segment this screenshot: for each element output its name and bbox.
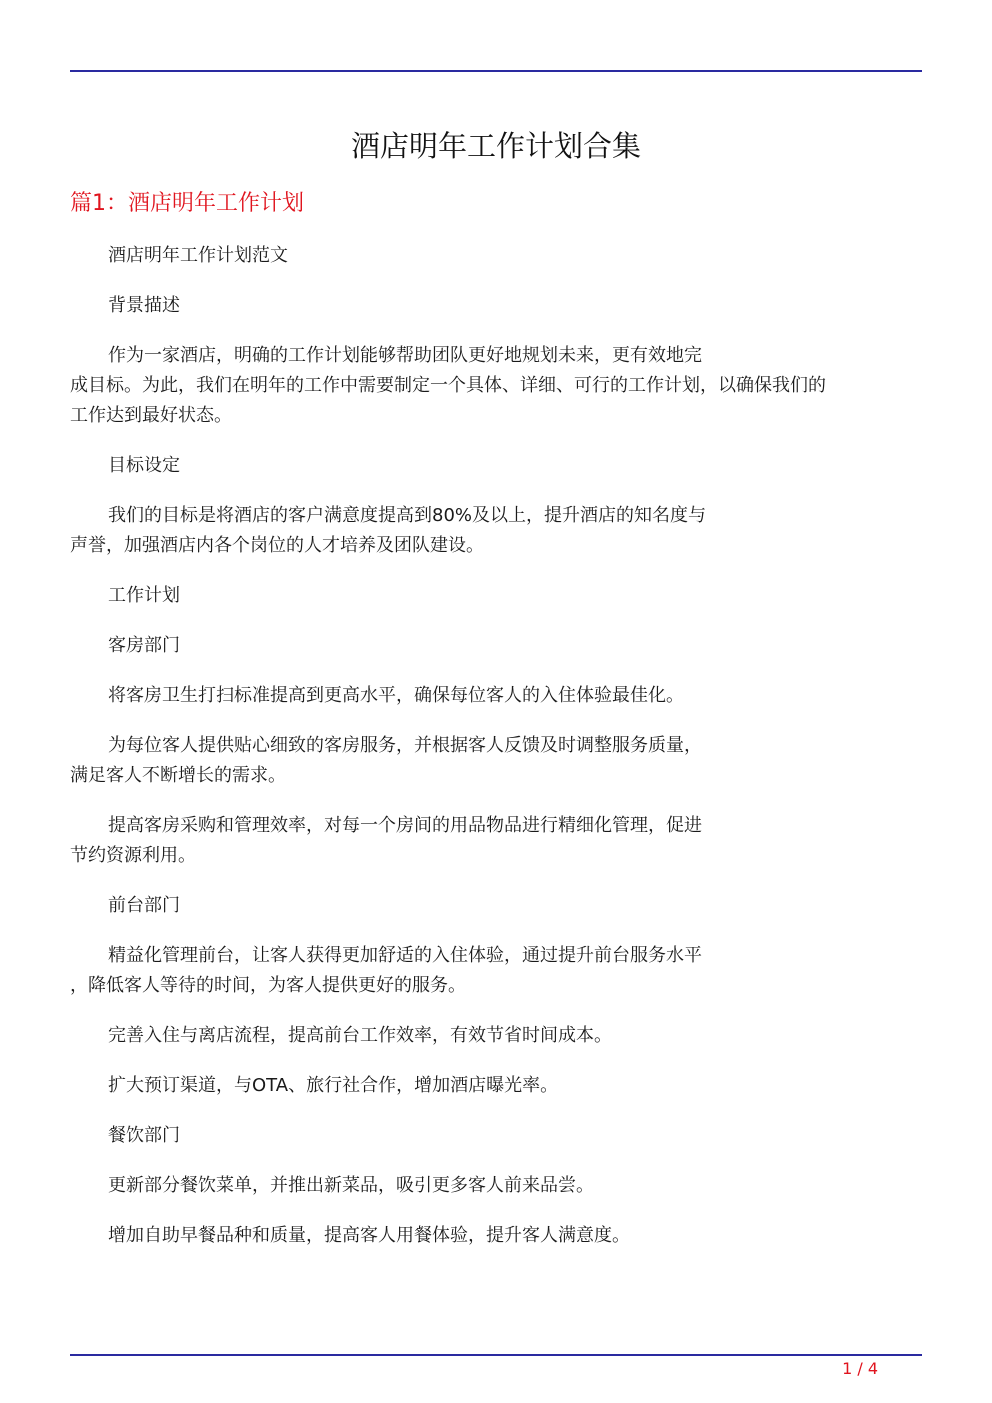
paragraph-line: 背景描述 — [108, 295, 180, 316]
paragraph-line: 节约资源利用。 — [70, 845, 196, 866]
paragraph — [70, 1121, 922, 1151]
paragraph — [70, 451, 922, 481]
paragraph — [70, 941, 922, 1001]
paragraph — [70, 631, 922, 661]
paragraph-line: 扩大预订渠道，与OTA、旅行社合作，增加酒店曝光率。 — [108, 1075, 559, 1096]
paragraph — [70, 291, 922, 321]
paragraph — [70, 1021, 922, 1051]
paragraph — [70, 1221, 922, 1251]
footer-rule — [70, 1354, 922, 1356]
paragraph-line: 成目标。为此，我们在明年的工作中需要制定一个具体、详细、可行的工作计划，以确保我们的 — [70, 375, 826, 396]
paragraph-line: 工作计划 — [108, 585, 180, 606]
paragraph — [70, 501, 922, 561]
paragraph-line: 增加自助早餐品种和质量，提高客人用餐体验，提升客人满意度。 — [108, 1225, 630, 1246]
document-title: 酒店明年工作计划合集 — [350, 129, 641, 163]
paragraph-line: 提高客房采购和管理效率，对每一个房间的用品物品进行精细化管理，促进 — [108, 815, 702, 836]
paragraph-line: 精益化管理前台，让客人获得更加舒适的入住体验，通过提升前台服务水平 — [108, 945, 702, 966]
paragraph-line: 完善入住与离店流程，提高前台工作效率，有效节省时间成本。 — [108, 1025, 612, 1046]
paragraph — [70, 681, 922, 711]
paragraph — [70, 811, 922, 871]
page-number: 1 / 4 — [842, 1359, 878, 1378]
paragraph-line: ，降低客人等待的时间，为客人提供更好的服务。 — [70, 975, 466, 996]
paragraph-line: 更新部分餐饮菜单，并推出新菜品，吸引更多客人前来品尝。 — [108, 1175, 594, 1196]
paragraph-line: 满足客人不断增长的需求。 — [70, 765, 286, 786]
paragraph-line: 我们的目标是将酒店的客户满意度提高到80%及以上，提升酒店的知名度与 — [108, 505, 707, 526]
paragraph-line: 餐饮部门 — [108, 1125, 180, 1146]
document-body — [70, 241, 922, 1271]
paragraph-line: 目标设定 — [108, 455, 180, 476]
paragraph — [70, 891, 922, 921]
paragraph — [70, 1171, 922, 1201]
paragraph — [70, 1071, 922, 1101]
paragraph-line: 客房部门 — [108, 635, 180, 656]
header-rule — [70, 70, 922, 72]
paragraph-line: 工作达到最好状态。 — [70, 405, 232, 426]
paragraph — [70, 731, 922, 791]
paragraph — [70, 341, 922, 431]
paragraph-line: 为每位客人提供贴心细致的客房服务，并根据客人反馈及时调整服务质量， — [108, 735, 702, 756]
paragraph-line: 声誉，加强酒店内各个岗位的人才培养及团队建设。 — [70, 535, 484, 556]
paragraph-line: 酒店明年工作计划范文 — [108, 245, 288, 266]
paragraph-line: 前台部门 — [108, 895, 180, 916]
paragraph — [70, 581, 922, 611]
section-heading: 篇1：酒店明年工作计划 — [70, 191, 304, 216]
paragraph-line: 作为一家酒店，明确的工作计划能够帮助团队更好地规划未来，更有效地完 — [108, 345, 702, 366]
paragraph — [70, 241, 922, 271]
paragraph-line: 将客房卫生打扫标准提高到更高水平，确保每位客人的入住体验最佳化。 — [108, 685, 684, 706]
